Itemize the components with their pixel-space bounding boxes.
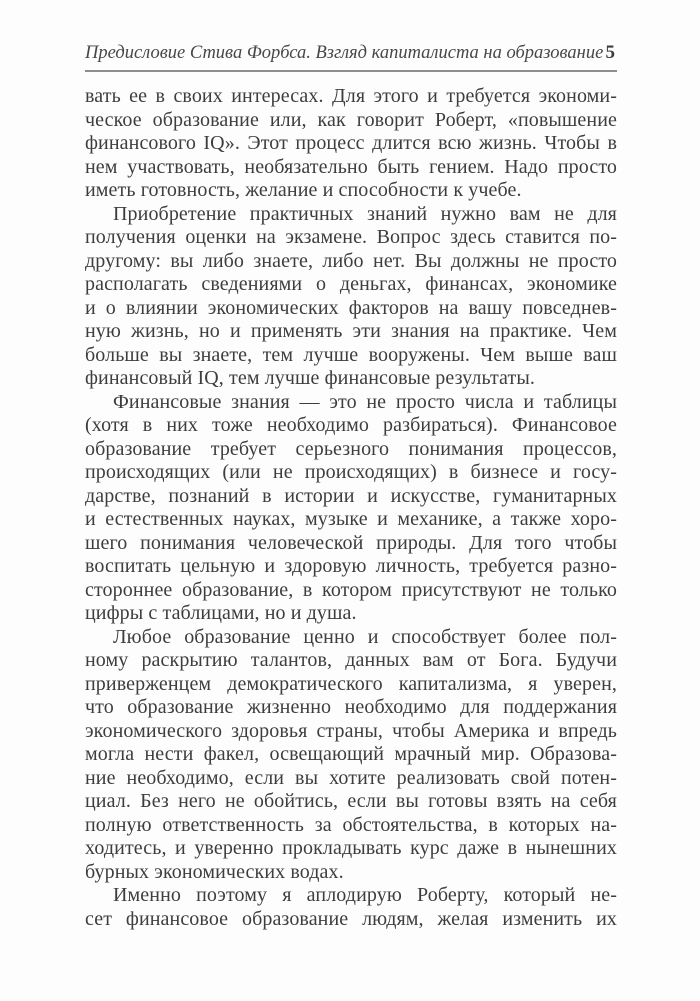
text-line: происходящих (или не происходящих) в бизнесе и госу- — [85, 461, 617, 483]
text-line: больше вы знаете, тем лучше вооружены. Чем выше ваш — [85, 343, 617, 366]
text-line: Финансовые знания — это не просто числа и таблицы — [113, 390, 617, 413]
text-line: циал. Без него не обойтись, если вы готовы взять на себя — [85, 790, 617, 812]
text-line: и о влиянии экономических факторов на вашу повседнев- — [85, 296, 617, 319]
text-line: нем участвовать, необязательно быть гением. Надо просто — [85, 155, 617, 178]
paragraph — [85, 884, 617, 931]
page-body — [85, 85, 617, 931]
running-header-title: Предисловие Стива Форбса. Взгляд капиталиста на образование — [85, 43, 604, 63]
text-line: стороннее образование, в котором присутствуют не только — [85, 578, 617, 601]
paragraph — [85, 203, 617, 391]
text-line: экономического здоровья страны, чтобы Америка и впредь — [85, 719, 617, 742]
text-line: цифры с таблицами, но и душа. — [85, 602, 357, 624]
text-line: получения оценки на экзамене. Вопрос здесь ставится по- — [85, 226, 617, 248]
text-line: воспитать цельную и здоровую личность, требуется разно- — [85, 555, 617, 577]
text-line: ние необходимо, если вы хотите реализовать свой потен- — [85, 766, 617, 789]
text-line: финансового IQ». Этот процесс длится всю жизнь. Чтобы в — [85, 132, 617, 154]
text-line: ходитесь, и уверенно прокладывать курс даже в нынешних — [85, 837, 617, 859]
text-line: полную ответственность за обстоятельства, в которых на- — [85, 813, 617, 836]
page-number: 5 — [605, 42, 615, 63]
text-line: и естественных науках, музыке и механике, а также хоро- — [85, 508, 617, 530]
text-line: другому: вы либо знаете, либо нет. Вы должны не просто — [85, 249, 617, 272]
text-line: дарстве, познаний в истории и искусстве, гуманитарных — [85, 484, 617, 507]
text-line: вать ее в своих интересах. Для этого и требуется экономи- — [85, 85, 617, 107]
text-line: ческое образование или, как говорит Роберт, «повышение — [85, 108, 617, 131]
text-line: бурных экономических водах. — [85, 860, 344, 883]
paragraph — [85, 85, 617, 203]
text-line: Именно поэтому я аплодирую Роберту, который не- — [113, 884, 617, 906]
page-content — [85, 42, 617, 931]
text-line: образование требует серьезного понимания процессов, — [85, 437, 617, 460]
text-line: приверженцем демократического капитализма, я уверен, — [85, 672, 617, 695]
text-line: иметь готовность, желание и способности к учебе. — [85, 179, 522, 201]
text-line: финансовый IQ, тем лучше финансовые результаты. — [85, 367, 535, 389]
running-header — [85, 42, 617, 72]
paragraph — [85, 391, 617, 626]
text-line: ному раскрытию талантов, данных вам от Бога. Будучи — [85, 649, 617, 671]
text-line: ную жизнь, но и применять эти знания на практике. Чем — [85, 320, 617, 342]
text-line: (хотя в них тоже необходимо разбираться). Финансовое — [85, 414, 617, 436]
text-line: могла нести факел, освещающий мрачный мир. Образова- — [85, 743, 617, 765]
paragraph — [85, 626, 617, 885]
text-line: шего понимания человеческой природы. Для того чтобы — [85, 531, 617, 554]
text-line: сет финансовое образование людям, желая изменить их — [85, 907, 617, 930]
text-line: Приобретение практичных знаний нужно вам не для — [113, 202, 617, 225]
text-line: располагать сведениями о деньгах, финансах, экономике — [85, 273, 617, 295]
text-line: Любое образование ценно и способствует более пол- — [113, 625, 617, 648]
text-line: что образование жизненно необходимо для поддержания — [85, 696, 617, 718]
